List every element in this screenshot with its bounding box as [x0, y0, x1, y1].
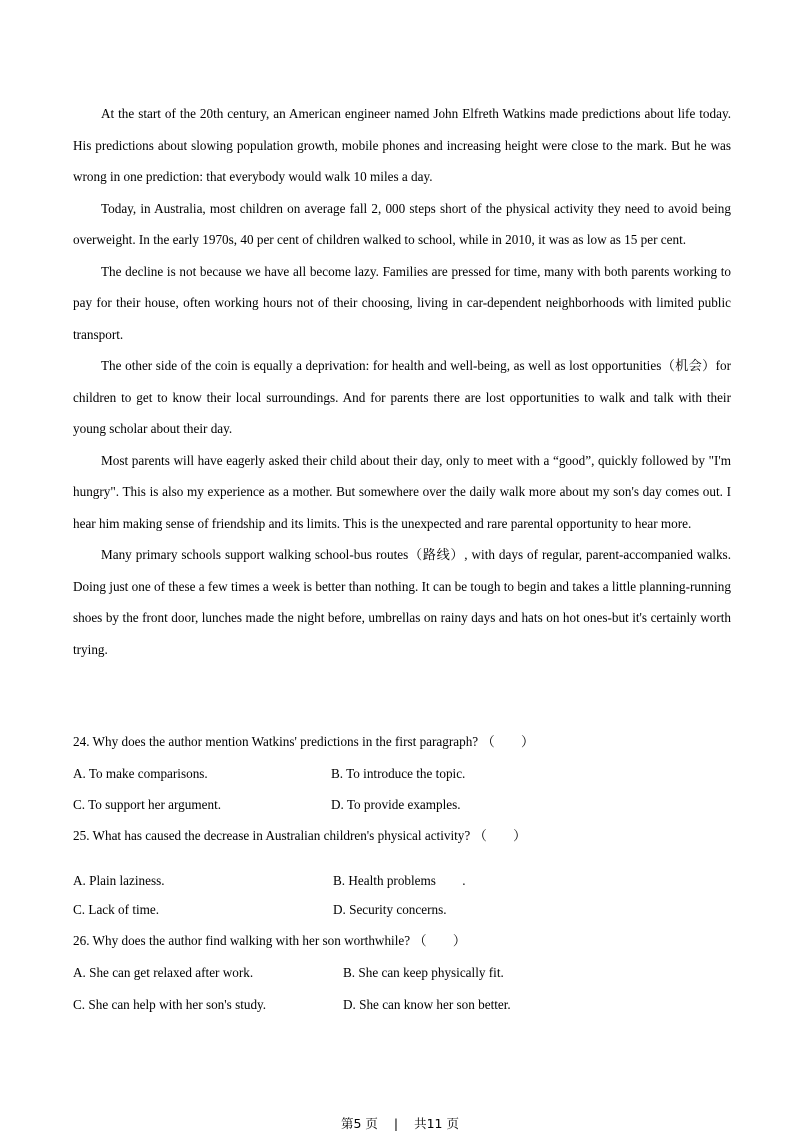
page-total: 共11 页 — [414, 1116, 459, 1131]
paragraph-2: Today, in Australia, most children on average fall 2, 000 steps short of the physical activity they need to avoid being overweight. In the early 1970s, 40 per cent of children walked to school, while in 2010, it was as low as 15 per cent. — [73, 200, 731, 247]
paragraph-3: The decline is not because we have all become lazy. Families are pressed for time, many with both parents working to pay for their house, often working hours not of their choosing, living in car-dependent neighborhoods with limited public transport. — [73, 263, 731, 342]
question-25-option-d: D. Security concerns. — [333, 902, 447, 917]
page-footer — [0, 1114, 800, 1132]
answer-blank: （ ） — [473, 828, 527, 843]
question-25-stem — [73, 826, 527, 846]
footer-separator: | — [393, 1116, 399, 1131]
question-24-option-d: D. To provide examples. — [331, 797, 461, 812]
paragraph-1: At the start of the 20th century, an American engineer named John Elfreth Watkins made predictions about life today. His predictions about slowing population growth, mobile phones and increasing height were close to the mark. But he was wrong in one prediction: that everybody would walk 10 miles a day. — [73, 106, 731, 184]
reading-passage — [73, 98, 731, 665]
question-text: 26. Why does the author find walking with her son worthwhile? — [73, 933, 411, 948]
question-24-option-a: A. To make comparisons. — [73, 766, 208, 781]
question-26-option-c: C. She can help with her son's study. — [73, 997, 267, 1012]
paragraph-5: Most parents will have eagerly asked their child about their day, only to meet with a “good”, quickly followed by "I'm hungry". This is also my experience as a mother. But somewhere over the daily walk more about my son's day comes out. I hear him making sense of friendship and its limits. This is the unexpected and rare parental opportunity to hear more. — [73, 452, 731, 531]
question-text: 25. What has caused the decrease in Australian children's physical activity? — [73, 828, 471, 843]
question-24-option-b: B. To introduce the topic. — [331, 766, 466, 781]
question-26-option-b: B. She can keep physically fit. — [343, 965, 504, 980]
question-26-option-d: D. She can know her son better. — [343, 997, 511, 1012]
question-25-option-a: A. Plain laziness. — [73, 873, 165, 888]
question-24-stem — [73, 732, 535, 752]
question-24-option-c: C. To support her argument. — [73, 797, 222, 812]
question-text: 24. Why does the author mention Watkins' predictions in the first paragraph? — [73, 734, 479, 749]
page-number: 第5 页 — [340, 1116, 378, 1131]
question-25-option-b: B. Health problems . — [333, 873, 466, 888]
answer-blank: （ ） — [481, 734, 535, 749]
answer-blank: （ ） — [413, 933, 467, 948]
question-26-stem — [73, 931, 467, 951]
paragraph-4: The other side of the coin is equally a deprivation: for health and well-being, as well as lost opportunities（机会）for children to get to know their local surroundings. And for parents there are lost opportunities to walk and talk with their young scholar about their day. — [73, 358, 731, 436]
question-26-option-a: A. She can get relaxed after work. — [73, 965, 254, 980]
question-25-option-c: C. Lack of time. — [73, 902, 160, 917]
paragraph-6: Many primary schools support walking school-bus routes（路线）, with days of regular, parent-accompanied walks. Doing just one of these a few times a week is better than nothing. It can be tough to begin and takes a little planning-running shoes by the front door, lunches made the night before, umbrellas on rainy days and hats on hot ones-but it's certainly worth trying. — [73, 547, 731, 657]
